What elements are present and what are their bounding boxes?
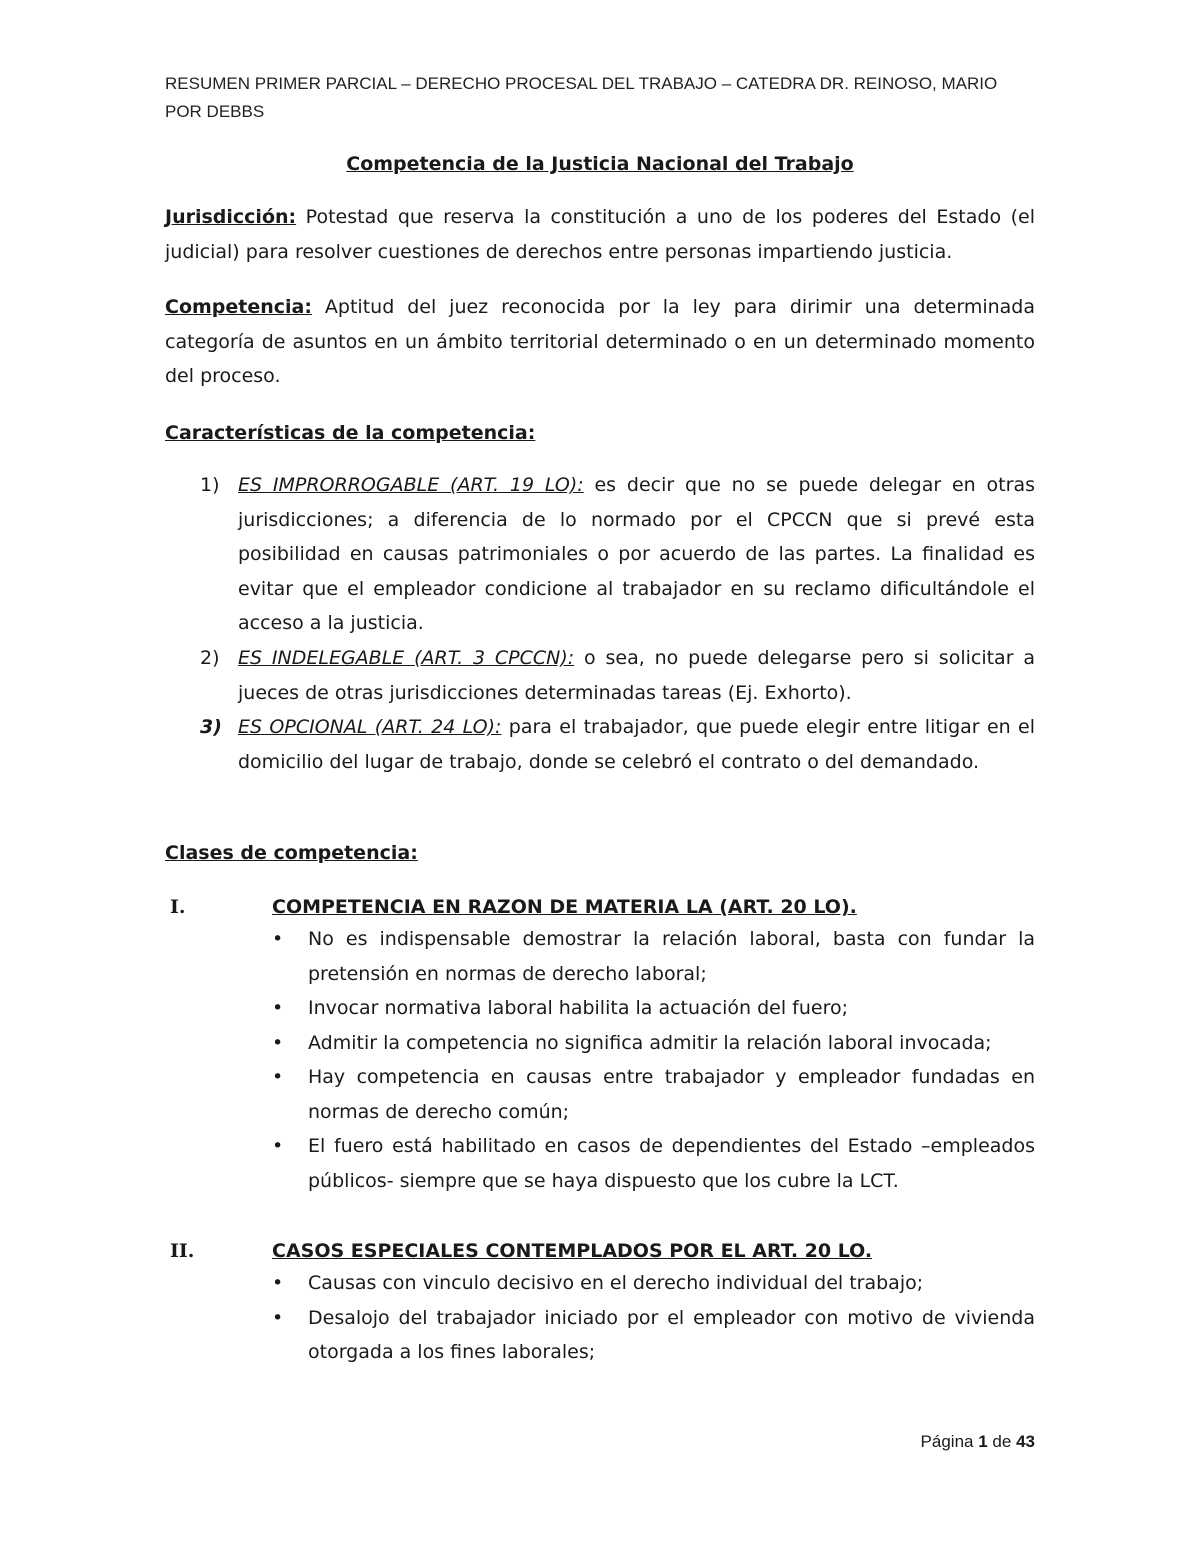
caracteristica-item-3 xyxy=(200,710,1035,779)
list-item xyxy=(270,1129,1035,1198)
bullet-icon: • xyxy=(272,928,284,950)
document-title: Competencia de la Justicia Nacional del Trabajo xyxy=(346,153,854,175)
bullet-icon: • xyxy=(272,1272,284,1294)
bullet-text: El fuero está habilitado en casos de dependientes del Estado –empleados públicos- siempre que se haya dispuesto que los cubre la LCT. xyxy=(308,1135,1035,1192)
list-item xyxy=(270,1060,1035,1129)
bullet-text: No es indispensable demostrar la relación laboral, basta con fundar la pretensión en normas de derecho laboral; xyxy=(308,928,1035,985)
caracteristica-item-1 xyxy=(200,468,1035,641)
section-1-bullets xyxy=(270,922,1035,1198)
clases-heading-text: Clases de competencia: xyxy=(165,842,418,864)
bullet-icon: • xyxy=(272,997,284,1019)
roman-numeral: II. xyxy=(170,1240,195,1262)
roman-numeral: I. xyxy=(170,896,186,918)
list-item xyxy=(270,1301,1035,1370)
jurisdiccion-label: Jurisdicción: xyxy=(165,206,297,228)
list-item xyxy=(270,922,1035,991)
bullet-text: Causas con vinculo decisivo en el derecho individual del trabajo; xyxy=(308,1272,924,1294)
list-item xyxy=(270,1266,1035,1301)
bullet-text: Admitir la competencia no significa admitir la relación laboral invocada; xyxy=(308,1031,992,1054)
bullet-icon: • xyxy=(272,1135,284,1157)
page-total: 43 xyxy=(1016,1432,1035,1451)
item-heading: ES IMPRORROGABLE (ART. 19 LO): xyxy=(238,474,584,496)
jurisdiccion-paragraph xyxy=(165,200,1035,269)
header-line-1: RESUMEN PRIMER PARCIAL – DERECHO PROCESAL DEL TRABAJO – CATEDRA DR. REINOSO, MARIO xyxy=(165,74,998,93)
item-number: 2) xyxy=(200,647,220,669)
bullet-icon: • xyxy=(272,1306,284,1329)
competencia-label: Competencia: xyxy=(165,296,312,318)
list-item xyxy=(270,991,1035,1026)
section-title: CASOS ESPECIALES CONTEMPLADOS POR EL ART. 20 LO. xyxy=(272,1240,873,1262)
bullet-text: Invocar normativa laboral habilita la actuación del fuero; xyxy=(308,997,849,1019)
item-text: es decir que no se puede delegar en otras jurisdicciones; a diferencia de lo normado por el CPCCN que si prevé esta posibilidad en causas patrimoniales o por acuerdo de las partes. La finalidad es evitar que el empleador condicione al trabajador en su reclamo dificultándole el acceso a la justicia. xyxy=(238,474,1035,634)
competencia-text: Aptitud del juez reconocida por la ley para dirimir una determinada categoría de asuntos en un ámbito territorial determinado o en un determinado momento del proceso. xyxy=(165,296,1035,387)
page-footer xyxy=(0,1432,1035,1452)
page-header xyxy=(165,70,1045,126)
caracteristicas-heading xyxy=(165,416,1035,451)
competencia-paragraph xyxy=(165,290,1035,394)
section-2-bullets xyxy=(270,1266,1035,1370)
item-text: para el trabajador, que puede elegir entre litigar en el domicilio del lugar de trabajo, donde se celebró el contrato o del demandado. xyxy=(238,716,1035,773)
item-heading: ES OPCIONAL (ART. 24 LO): xyxy=(238,716,502,738)
item-number: 1) xyxy=(200,474,220,496)
item-number: 3) xyxy=(200,716,222,738)
bullet-text: Hay competencia en causas entre trabajador y empleador fundadas en normas de derecho común; xyxy=(308,1066,1035,1123)
bullet-icon: • xyxy=(272,1066,284,1088)
jurisdiccion-text: Potestad que reserva la constitución a uno de los poderes del Estado (el judicial) para resolver cuestiones de derechos entre personas impartiendo justicia. xyxy=(165,206,1035,263)
caracteristica-item-2 xyxy=(200,641,1035,710)
page-word: Página xyxy=(920,1432,974,1451)
clases-heading xyxy=(165,836,1035,871)
bullet-icon: • xyxy=(272,1031,284,1054)
caracteristicas-heading-text: Características de la competencia: xyxy=(165,422,536,444)
bullet-text: Desalojo del trabajador iniciado por el empleador con motivo de vivienda otorgada a los fines laborales; xyxy=(308,1306,1035,1363)
list-item xyxy=(270,1026,1035,1061)
of-word: de xyxy=(992,1432,1012,1451)
item-text: o sea, no puede delegarse pero si solicitar a jueces de otras jurisdicciones determinadas tareas (Ej. Exhorto). xyxy=(238,647,1035,704)
section-title: COMPETENCIA EN RAZON DE MATERIA LA (ART. 20 LO). xyxy=(272,896,857,918)
item-heading: ES INDELEGABLE (ART. 3 CPCCN): xyxy=(238,647,575,669)
page-number: 1 xyxy=(978,1432,988,1451)
header-line-2: POR DEBBS xyxy=(165,102,265,121)
